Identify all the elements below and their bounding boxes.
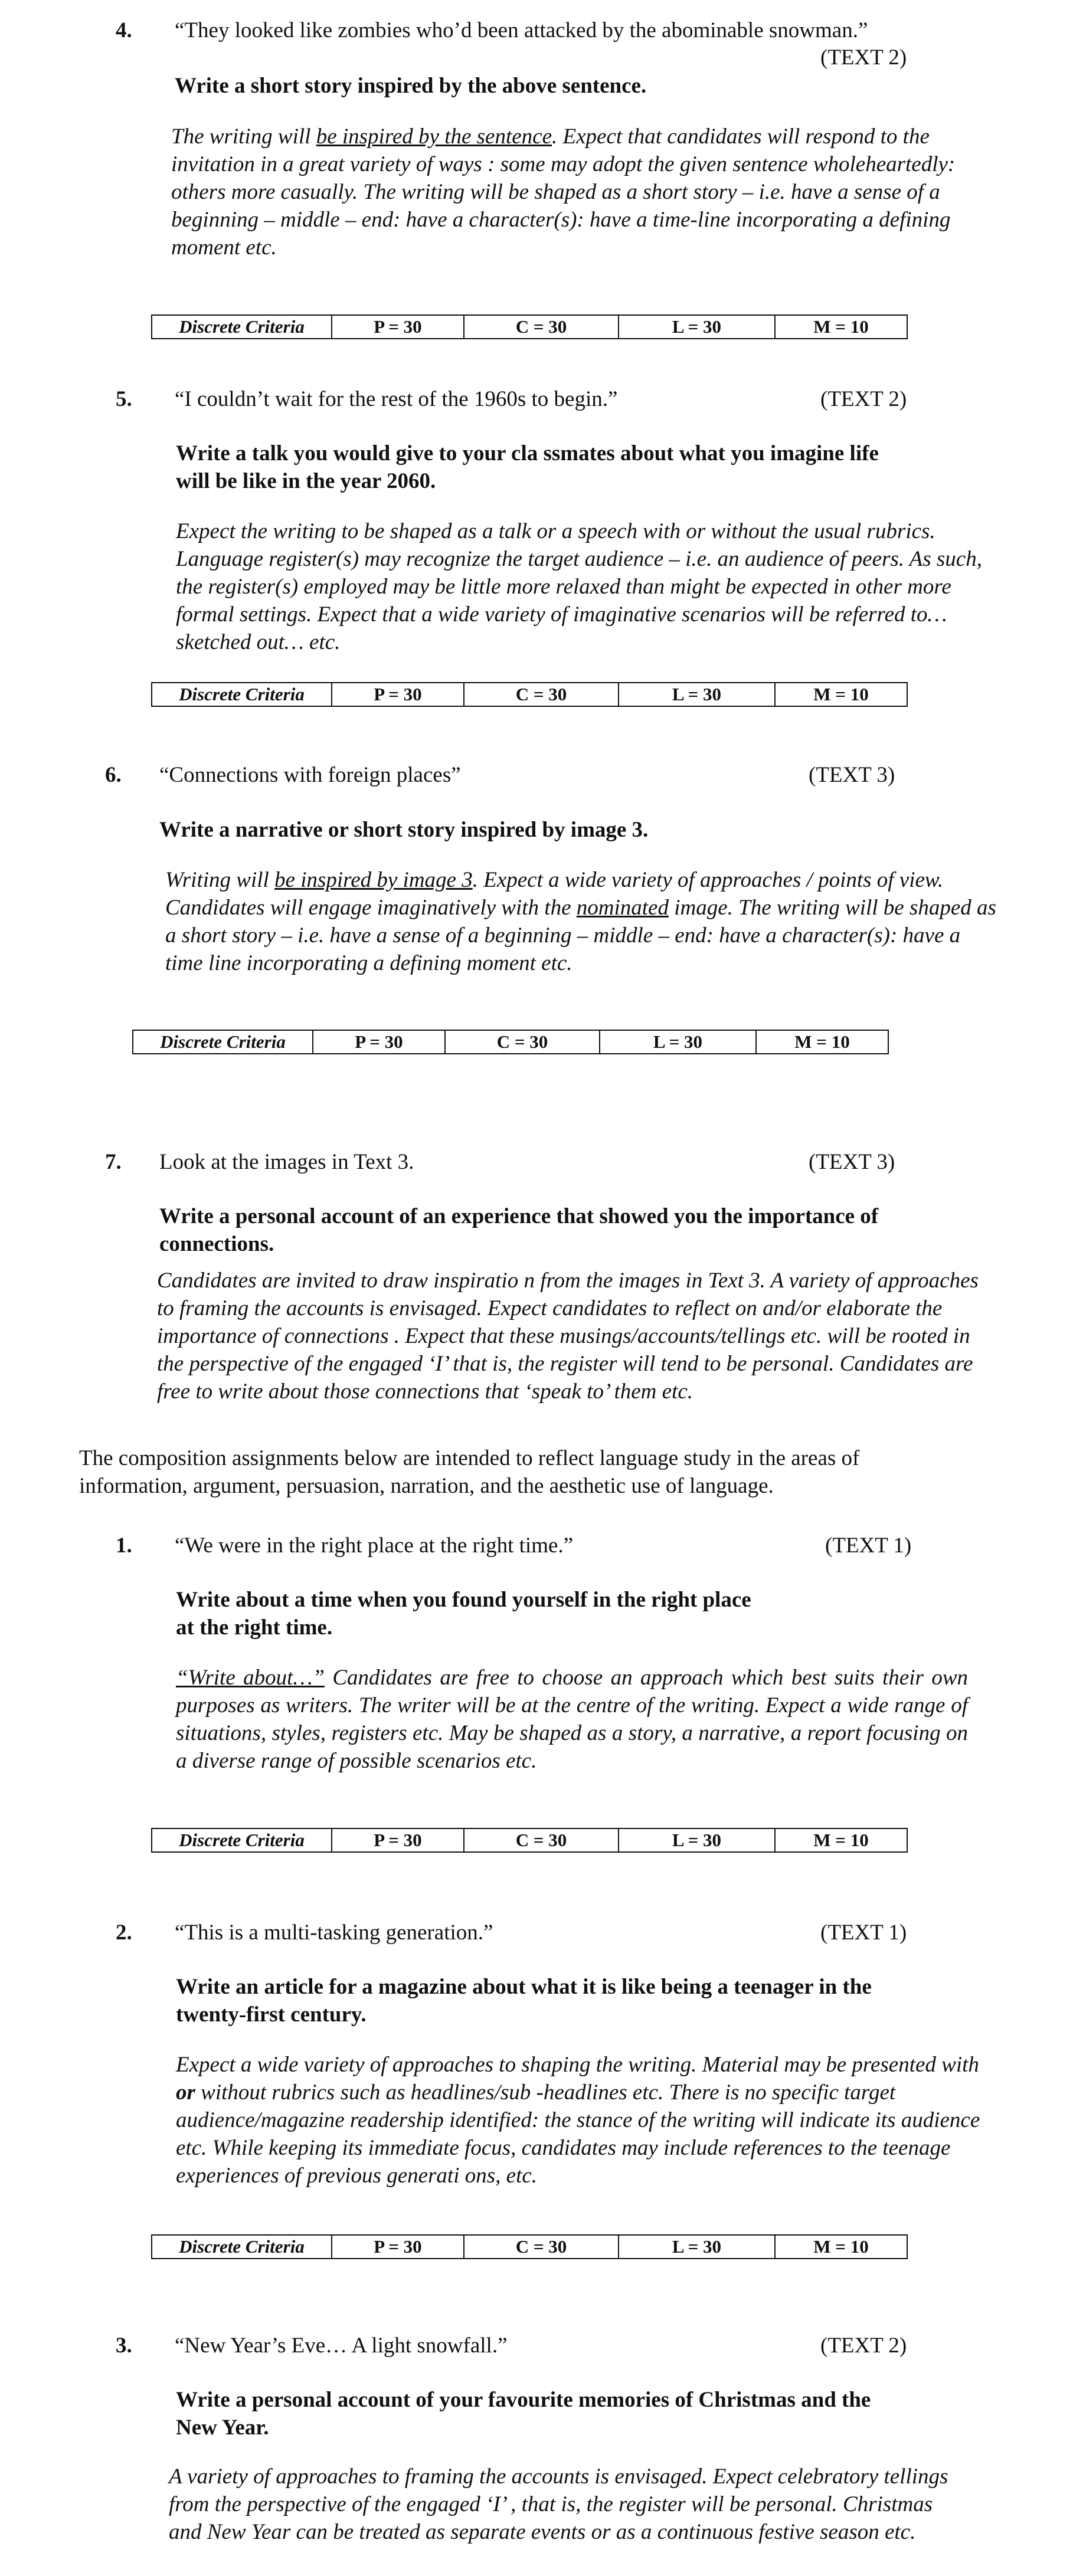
marking-notes: The writing will be inspired by the sentence. Expect that candidates will respond to the invitation in a great variety of ways : some may adopt the given sentence wholeheartedly: others more casually. The writing will be shaped as a short story – i.e. have a sense of a beginning – middle – end: have a character(s): have a time-line incorporating a defining moment etc. [171,124,956,260]
question-prompt: Look at the images in Text 3. [159,1150,414,1174]
task-heading: Write an article for a magazine about what it is like being a teenager in the twenty-first century. [176,1975,872,2027]
question-prompt: “New Year’s Eve… A light snowfall.” [175,2334,508,2358]
criteria-m: M = 10 [775,683,907,706]
question-number: 2. [116,1920,132,1945]
task-heading: Write a personal account of your favourite memories of Christmas and the New Year. [176,2388,871,2440]
text-reference: (TEXT 2) [820,387,907,411]
question-number: 4. [116,18,132,42]
task-heading: Write a talk you would give to your cla ssmates about what you imagine life will be like in the year 2060. [176,441,879,493]
question-prompt: “This is a multi-tasking generation.” [175,1920,493,1945]
discrete-criteria-table [132,1030,889,1054]
criteria-p: P = 30 [332,2235,464,2259]
criteria-l: L = 30 [619,1828,775,1852]
marking-notes: “Write about…” Candidates are free to choose an approach which best suits their own purposes as writers. The writer will be at the centre of the writing. Expect a wide range of situations, styles, registers etc. May be shaped as a story, a narrative, a report focusing on a diverse range of possible scenarios etc. [176,1666,968,1773]
discrete-criteria-table [151,2234,908,2259]
criteria-m: M = 10 [775,1828,907,1852]
question-number: 3. [116,2334,132,2358]
question-number: 6. [105,763,122,787]
marking-notes: Candidates are invited to draw inspiratio n from the images in Text 3. A variety of approaches to framing the accounts is envisaged. Expect candidates to reflect on and/or elaborate the importance of connections . Expect that these musings/accounts/tellings etc. will be rooted in the perspective of the engaged ‘I’ that is, the register will tend to be personal. Candidates are free to write about those connections that ‘speak to’ them etc. [157,1269,979,1404]
criteria-c: C = 30 [464,315,619,339]
marking-notes: Expect the writing to be shaped as a talk or a speech with or without the usual rubrics. Language register(s) may recognize the target audience – i.e. an audience of peers. As such, the register(s) employed may be little more relaxed than might be expected in other more formal settings. Expect that a wide variety of imaginative scenarios will be referred to…sketched out… etc. [176,519,982,654]
criteria-c: C = 30 [445,1030,600,1054]
criteria-l: L = 30 [619,2235,775,2259]
criteria-l: L = 30 [600,1030,756,1054]
task-heading: Write a narrative or short story inspired by image 3. [159,818,649,842]
text-reference: (TEXT 2) [820,2334,907,2358]
task-heading: Write about a time when you found yourself in the right place at the right time. [176,1588,751,1640]
question-prompt: “I couldn’t wait for the rest of the 1960s to begin.” [175,387,618,411]
text-reference: (TEXT 1) [820,1920,907,1945]
discrete-criteria-table [151,682,908,707]
criteria-label: Discrete Criteria [152,683,332,706]
criteria-p: P = 30 [332,1828,464,1852]
text-reference: (TEXT 3) [809,1150,895,1174]
question-prompt: “They looked like zombies who’d been attacked by the abominable snowman.” [175,18,868,42]
marking-notes: Writing will be inspired by image 3. Expect a wide variety of approaches / points of view. Candidates will engage imaginatively with the nominated image. The writing will be shaped as a short story – i.e. have a sense of a beginning – middle – end: have a character(s): have a time line incorporating a defining moment etc. [165,868,996,975]
criteria-label: Discrete Criteria [133,1030,313,1054]
criteria-label: Discrete Criteria [152,315,332,339]
task-heading: Write a short story inspired by the above sentence. [175,74,647,98]
criteria-l: L = 30 [619,315,775,339]
question-number: 7. [105,1150,122,1174]
text-reference: (TEXT 1) [825,1533,912,1558]
criteria-m: M = 10 [775,2235,907,2259]
criteria-c: C = 30 [464,1828,619,1852]
marking-notes: Expect a wide variety of approaches to shaping the writing. Material may be presented with or without rubrics such as headlines/sub -headlines etc. There is no specific target audience/magazine readership identified: the stance of the writing will indicate its audience etc. While keeping its immediate focus, candidates may include references to the teenage experiences of previous generati ons, etc. [176,2053,980,2188]
criteria-l: L = 30 [619,683,775,706]
discrete-criteria-table [151,314,908,339]
criteria-p: P = 30 [332,315,464,339]
text-reference: (TEXT 2) [820,45,907,70]
criteria-p: P = 30 [332,683,464,706]
criteria-m: M = 10 [756,1030,888,1054]
marking-notes: A variety of approaches to framing the accounts is envisaged. Expect celebratory tellings from the perspective of the engaged ‘I’ , that is, the register will be personal. Christmas and New Year can be treated as separate events or as a continuous festive season etc. [169,2464,948,2544]
criteria-label: Discrete Criteria [152,1828,332,1852]
section-intro: The composition assignments below are intended to reflect language study in the areas of information, argument, persuasion, narration, and the aesthetic use of language. [79,1446,860,1498]
text-reference: (TEXT 3) [809,763,895,787]
criteria-label: Discrete Criteria [152,2235,332,2259]
task-heading: Write a personal account of an experience that showed you the importance of connections. [159,1204,879,1256]
criteria-c: C = 30 [464,2235,619,2259]
criteria-p: P = 30 [313,1030,445,1054]
question-number: 5. [116,387,132,411]
question-prompt: “We were in the right place at the right time.” [175,1533,574,1558]
criteria-m: M = 10 [775,315,907,339]
discrete-criteria-table [151,1828,908,1853]
criteria-c: C = 30 [464,683,619,706]
question-number: 1. [116,1533,132,1558]
question-prompt: “Connections with foreign places” [159,763,461,787]
